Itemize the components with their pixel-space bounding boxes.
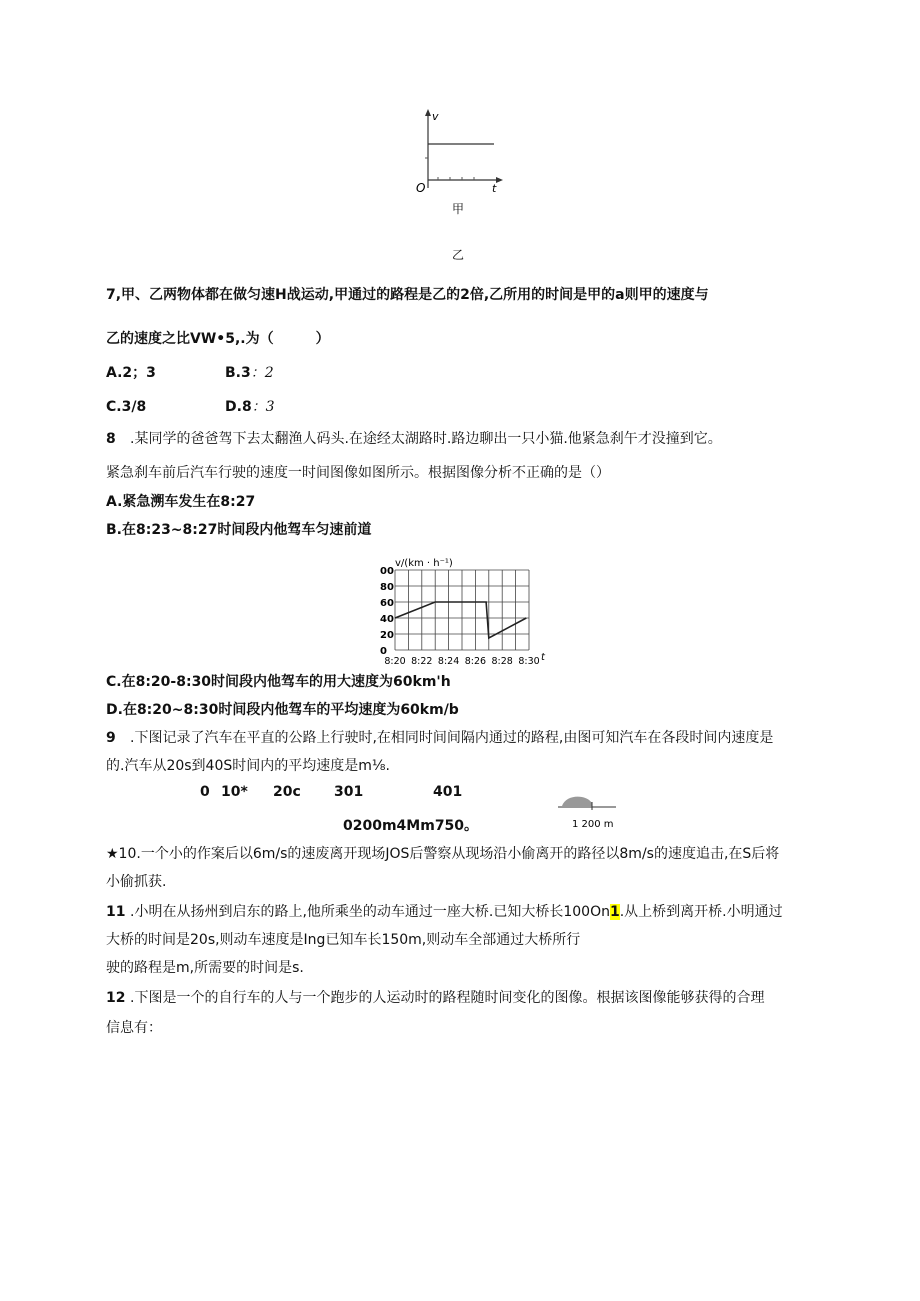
q7-line2: 乙的速度之比VW•5,.为（ ）: [106, 331, 330, 347]
y-tick-label: 00: [380, 566, 394, 577]
chart-y-label: v/(km · h⁻¹): [395, 558, 453, 569]
x-tick-label: 8:30: [518, 656, 540, 667]
q9-line2: 的.汽车从20s到40S时间内的平均速度是m⅛.: [106, 758, 390, 774]
q9-distances: 0200m4Mm750。: [343, 818, 479, 834]
q8-number: 8: [106, 431, 116, 447]
y-tick-label: 40: [380, 614, 394, 625]
q10-line1: ★10.一个小的作案后以6m/s的速废离开现场JOS后警察从现场沿小偷离开的路径以8m/s的速度追击,在S后将: [106, 846, 780, 862]
q8-option-b: B.在8:23~8:27时间段内他驾车匀速前道: [106, 522, 372, 538]
y-tick-label: 60: [380, 598, 394, 609]
speed-time-chart: [373, 552, 553, 670]
q12-number: 12: [106, 990, 126, 1006]
x-tick-label: 8:22: [411, 656, 433, 667]
q11-number: 11: [106, 904, 126, 920]
q8-line1: .某同学的爸爸驾下去太翻渔人码头.在途经太湖路时.路边聊出一只小猫.他紧急刹午才没撞到它。: [130, 431, 722, 447]
x-tick-label: 8:28: [491, 656, 513, 667]
x-tick-label: 8:26: [464, 656, 487, 667]
q9-time-0: 0: [200, 784, 210, 800]
q7-option-d-value: ：3: [251, 399, 275, 415]
q11-line1: [130, 902, 783, 922]
y-tick-label: 80: [380, 582, 394, 593]
vt-x-arrow: [496, 177, 503, 183]
x-tick-label: 8:24: [437, 656, 460, 667]
q9-time-3: 301: [334, 784, 364, 800]
q11-line2: 大桥的时间是20s,则动车速度是Ing已知车长150m,则动车全部通过大桥所行: [106, 932, 581, 948]
q7-option-c: C.3/8: [106, 399, 147, 415]
q7-option-b: [225, 363, 274, 383]
q7-option-b-value: ：2: [250, 365, 274, 381]
car-road-figure: [556, 791, 622, 833]
vt-v-label: v: [432, 110, 439, 123]
q11-highlight: 1: [609, 904, 620, 920]
q7-option-a: A.2；3: [106, 365, 156, 381]
q12-line1: .下图是一个的自行车的人与一个跑步的人运动时的路程随时间变化的图像。根据该图像能够获得的合理: [130, 990, 765, 1006]
caption-yi: 乙: [452, 248, 465, 262]
vt-t-label: t: [492, 182, 497, 194]
vt-y-arrow: [425, 109, 431, 116]
q9-time-2: 20c: [273, 784, 301, 800]
y-tick-label: 20: [380, 630, 394, 641]
q9-time-1: 10*: [221, 784, 248, 800]
q11-line1-b: .从上桥到离开桥.小明通过: [619, 904, 783, 920]
q8-option-d: D.在8:20~8:30时间段内他驾车的平均速度为60km/b: [106, 702, 459, 718]
caption-jia: 甲: [452, 202, 465, 216]
q7-option-d: [225, 397, 275, 417]
vt-graph: [412, 108, 507, 194]
chart-x-label: t: [541, 652, 545, 663]
q9-dist-1200: 1 200 m: [572, 819, 614, 830]
q11-line1-a: .小明在从扬州到启东的路上,他所乘坐的动车通过一座大桥.已知大桥长100On: [130, 904, 610, 920]
y-tick-label: 0: [380, 646, 387, 657]
q7-option-d-label: D.8: [225, 399, 252, 415]
q7-line1: 7,甲、乙两物体都在做匀速H战运动,甲通过的路程是乙的2倍,乙所用的时间是甲的a则甲的速度与: [106, 287, 709, 303]
car-icon: [562, 797, 592, 806]
vt-origin-label: O: [416, 181, 426, 194]
speed-series-line: [395, 602, 526, 638]
q10-line2: 小偷抓获.: [106, 874, 167, 890]
q8-option-a: A.紧急溯车发生在8:27: [106, 494, 256, 510]
q9-time-4: 401: [433, 784, 463, 800]
q12-line2: 信息有：: [106, 1020, 162, 1036]
q7-option-b-label: B.3: [225, 365, 251, 381]
q11-line3: 驶的路程是m,所需要的时间是s.: [106, 960, 304, 976]
q8-line2: 紧急刹车前后汽车行驶的速度一时间图像如图所示。根据图像分析不正确的是（）: [106, 465, 610, 481]
q9-number: 9: [106, 730, 116, 746]
x-tick-label: 8:20: [384, 656, 406, 667]
q8-option-c: C.在8:20-8:30时间段内他驾车的用大速度为60km'h: [106, 674, 451, 690]
q9-line1: .下图记录了汽车在平直的公路上行驶时,在相同时间间隔内通过的路程,由图可知汽车在各段时间内速度是: [130, 730, 774, 746]
